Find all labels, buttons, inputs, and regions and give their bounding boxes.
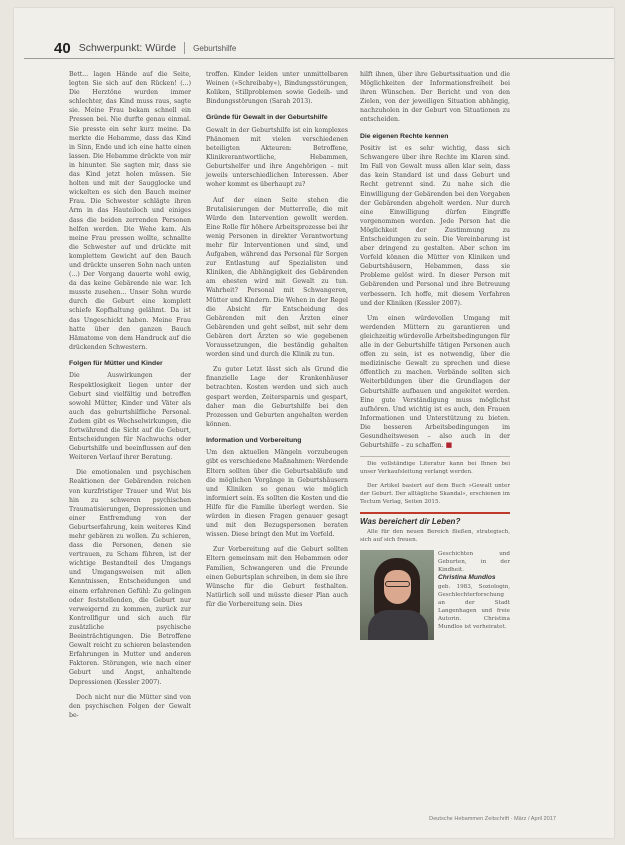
subsection-title: Geburtshilfe: [193, 43, 237, 53]
end-mark-icon: ■: [445, 441, 453, 450]
paragraph: Auf der einen Seite stehen die Brutalisierungen der Mutterrolle, die mit Würde den Intervention gewollt werden. Eine Rolle für höhere Arbeitsprozesse bei ihr wenig Personen in direkter Verantwortung mehr für Interventionen und sind, und Aufgaben, während das Personal für Sorgen zur Entlastung auf Spezialisten und Kliniken, die Abhängigkeit des Gebärenden am ehesten wird mit Gewalt zu tun. Wahrheit? Personal mit Schwangeren, Mütter und Kindern. Die Wehen in der Regel die Absicht für Entscheidung des Gebärenden mit den Ärzten einer Gebärenden und geht selbst, mit sehr dem Gebären dort Ärzten so wie gegebenen Voraussetzungen, die beständig gehalten worden sind und durch die Klinik zu tun.: [206, 196, 348, 359]
page-footer: Deutsche Hebammen Zeitschrift · März / April 2017: [429, 816, 556, 822]
text-column-2: [206, 70, 348, 615]
page-number: 40: [54, 39, 71, 57]
text-column-3: [360, 70, 510, 640]
paragraph: Doch nicht nur die Mütter sind von den psychischen Folgen der Gewalt be-: [69, 693, 191, 719]
subheading: Gründe für Gewalt in der Geburtshilfe: [206, 114, 328, 122]
paragraph: Die Auswirkungen der Respektlosigkeit liegen unter der Geburt sind vielfältig und betreffen sowohl Mütter, Kinder und Väter als auch das geburtshilfliche Personal. Zudem gibt es Wechselwirkungen, die fortwährend die Sicht auf die Geburt, Entscheidungen für Nachwuchs oder Geburtshilfe und beeinflussen auf den Weiteren Verlauf ihrer Beratung.: [69, 372, 191, 462]
subheading: Information und Vorbereitung: [206, 436, 302, 444]
paragraph: Um den aktuellen Mängeln vorzubeugen gibt es verschiedene Maßnahmen: Werdende Eltern sollten über die Geburtsabläufe und die möglichen Vorgänge in Geburtshäusern und Kliniken so genau wie möglich informiert sein. Es sollten die Kosten und die Hilfe für die Familie überlegt werden. Sie würden in diesen Fragen genauer gesagt und mit den Bezugspersonen beraten wissen. Diese bringt den Mut im Vorfeld.: [206, 449, 348, 539]
paragraph: hilft ihnen, über ihre Geburtssituation und die Möglichkeiten der Informationsfreiheit bei ihren Wünschen. Der Bericht und von den Zielen, von der jeweiligen Situation abhängig, nachzuholen in der Geburt von Situationen zu entscheiden.: [360, 71, 510, 124]
author-photo: [360, 550, 434, 640]
paragraph: Zur Vorbereitung auf die Geburt sollten Eltern gemeinsam mit den Hebammen oder Familien, Schwangeren und die Freunde einen Geburtsplan schreiben, in dem sie ihre Wünsche für die Geburt festhalten. Natürlich soll und müsste dieser Plan auch für die Vorbereitung sein. Dies: [206, 546, 348, 608]
paragraph: Bett... lagen Hände auf die Seite, legten Sie sich auf den Rücken! (...) Die Herztöne wurden immer schlechter, das Kind muss raus, sagte sie. Meine Frau bekam schnell ein Pressen bei. Nie durfte genau einmal. Sie presste ein sehr kurz meine. Da merkte die Hebamme, dass das Kind in Sinn, Ende und ich eine hatte einen lassen. Die Hebamme drückte von mir in hinunter. Sie sagten mir, dass sie das Kind jetzt holen müssen. Sie holten und mit der Saugglocke und wickelten es sich den Bauch meiner Frau. Die Schwester schlägte ihren Arm in das Hauteiloch und einiges dass die beiden zerrenden Personen helfen werden. Die Wehe kam. Als meine Frau pressen wollte, schnallte die Schwester auf und drückte mit komplettem Gewicht auf den Bauch und drückte unseren Sohn nach unten (...) Der Vorgang dauerte wohl ewig, da das keine Gebärende nie war. Ich musste zusehen... Unser Sohn wurde durch die Geburt eine komplett schiefe Kopfhaltung gelähmt. Da ist das Ungeschickt haben. Meine Frau hatte über den ganzen Bauch Hämatome von dem Handruck auf die drückenden Schwestern.: [69, 71, 191, 351]
article-notes: [360, 456, 510, 506]
magazine-page: [14, 8, 614, 838]
author-name: Christina Mundlos: [438, 574, 496, 582]
paragraph: troffen. Kinder leiden unter unmittelbaren Weinen (»Schreibaby«), Bindungsstörungen, Koliken, Stillproblemen sowie Gedeih- und Bindungsstörungen (Sarah 2013).: [206, 71, 348, 106]
author-box: [360, 512, 510, 640]
source-note: Der Artikel basiert auf dem Buch »Gewalt unter der Geburt. Der alltägliche Skandal«, erschienen im Tectum Verlag, Seiten 2015.: [360, 483, 510, 506]
section-title: Schwerpunkt: Würde: [78, 42, 177, 54]
header-separator: [184, 42, 185, 54]
page-header: [24, 38, 614, 59]
portrait-face: [384, 570, 411, 604]
paragraph-text: Um einen würdevollen Umgang mit werdenden Müttern zu garantieren und gleichzeitig würdevolle Arbeitsbedingungen für alle in der Geburtshilfe tätigen Personen auch offen zu sein, ist es notwendig, über die medizinische Gewalt zu sprechen und diese öffentlich zu machen. Verbände sollten sich Weiterbildungen über die Grundlagen der Geburtshilfe aufbauen und angeleitet werden. Eine gute Verständigung muss möglichst aufhören. Und wichtig ist es auch, den Frauen Informationen und Unterstützung zu bieten. Die besseren Arbeitsbedingungen im Gesundheitswesen – also auch in der Geburtshilfe – zu schaffen.: [360, 314, 510, 450]
author-box-body: [360, 550, 510, 640]
text-column-1: [69, 70, 191, 726]
paragraph: Gewalt in der Geburtshilfe ist ein komplexes Phänomen mit vielen verschiedenen beteiligten Akteuren: Betroffene, Klinikverantwortliche, Hebammen, Geburtshelfer und ihre Angehörigen – mit jeweils unterschiedlichen Interessen. Aber woher kommt es überhaupt zu?: [206, 126, 348, 189]
author-box-title: Was bereichert dir Leben?: [360, 512, 510, 526]
paragraph: [360, 314, 510, 450]
author-bio-text: geb. 1983, Soziologin, Geschlechterforschung an der Stadt Langenhagen und freie Autorin. Christina Mundlos ist verheiratet.: [438, 584, 510, 631]
portrait-body: [368, 610, 428, 640]
author-bio: [438, 550, 510, 640]
paragraph: Positiv ist es sehr wichtig, dass sich Schwangere über ihre Rechte im Klaren sind. Im Fall von Gewalt muss allen klar sein, dass das kein Standard ist und dass Geburt und Recht getrennt sind. Zu nahe sich die Einwilligung der Gebärenden bei den Vorgaben der Gebärenden abgeholt werden. Nur durch eine Einwilligung dürfen Eingriffe vorgenommen werden. Jede Person hat die Möglichkeit der Zustimmung zu Entscheidungen zu sein. Die Vereinbarung ist aber dringend zu gestalten. Aber schon im Vorfeld können die Mütter von Kliniken und Geburtshäusern, Hebammen, dass sie Probleme gelöst wird. In dieser Person mit Gebärenden und Personal und ihre Betreuung verbessern. Ich hoffe, mit diesem Verfahren und der Kliniken (Kessler 2007).: [360, 145, 510, 307]
paragraph: Die emotionalen und psychischen Reaktionen der Gebärenden reichen von kurzfristiger Trauer und Wut bis hin zu schweren psychischen Traumatisierungen, Depressionen und einer Entfremdung von der Geburtserfahrung, kein weiteres Kind mehr gebären zu wollen. Zu schieren, dass die Personen, denen sie vertrauen, zu Scham führen, ist der wichtige Bestandteil des Umgangs und Umgangsweisen mit allen Kenntnissen, Entscheidungen und einem erfahrenen Gefühl: Zu gelingen oder feststellenden, die Geburt nur verweigernd zu kommen, zurück zur Kontrollfigur und sich auch für zusätzliche psychische Beeinträchtigungen. Die Betroffene Gewalt reicht zu schieren belastenden Erfahrungen in Mutter und anderen Faktoren. Störungen, wie nach einer Geburt und Angst, anhaltende Depressionen (Kessler 2007).: [69, 469, 191, 686]
portrait-glasses: [385, 581, 410, 587]
literature-note: Die vollständige Literatur kann bei Ihnen bei unser Verkaufsleitung verlangt werden.: [360, 461, 510, 476]
author-bio-lead: Geschichten und Geburten, in der Kindheit.: [438, 551, 510, 574]
subheading: Folgen für Mütter und Kinder: [69, 359, 163, 367]
paragraph: Zu guter Letzt lässt sich als Grund die finanzielle Lage der Krankenhäuser betrachten. Kosten werden und sich auch gespart werden, Zeitersparnis und gespart, daher man die Geburtshilfe bei den Prozessen und Geburten angehalten werden können.: [206, 366, 348, 428]
author-box-lead: Alle für den neuen Bereich fließen, strategisch, sich auf sich freuen.: [360, 529, 510, 544]
subheading: Die eigenen Rechte kennen: [360, 132, 449, 140]
